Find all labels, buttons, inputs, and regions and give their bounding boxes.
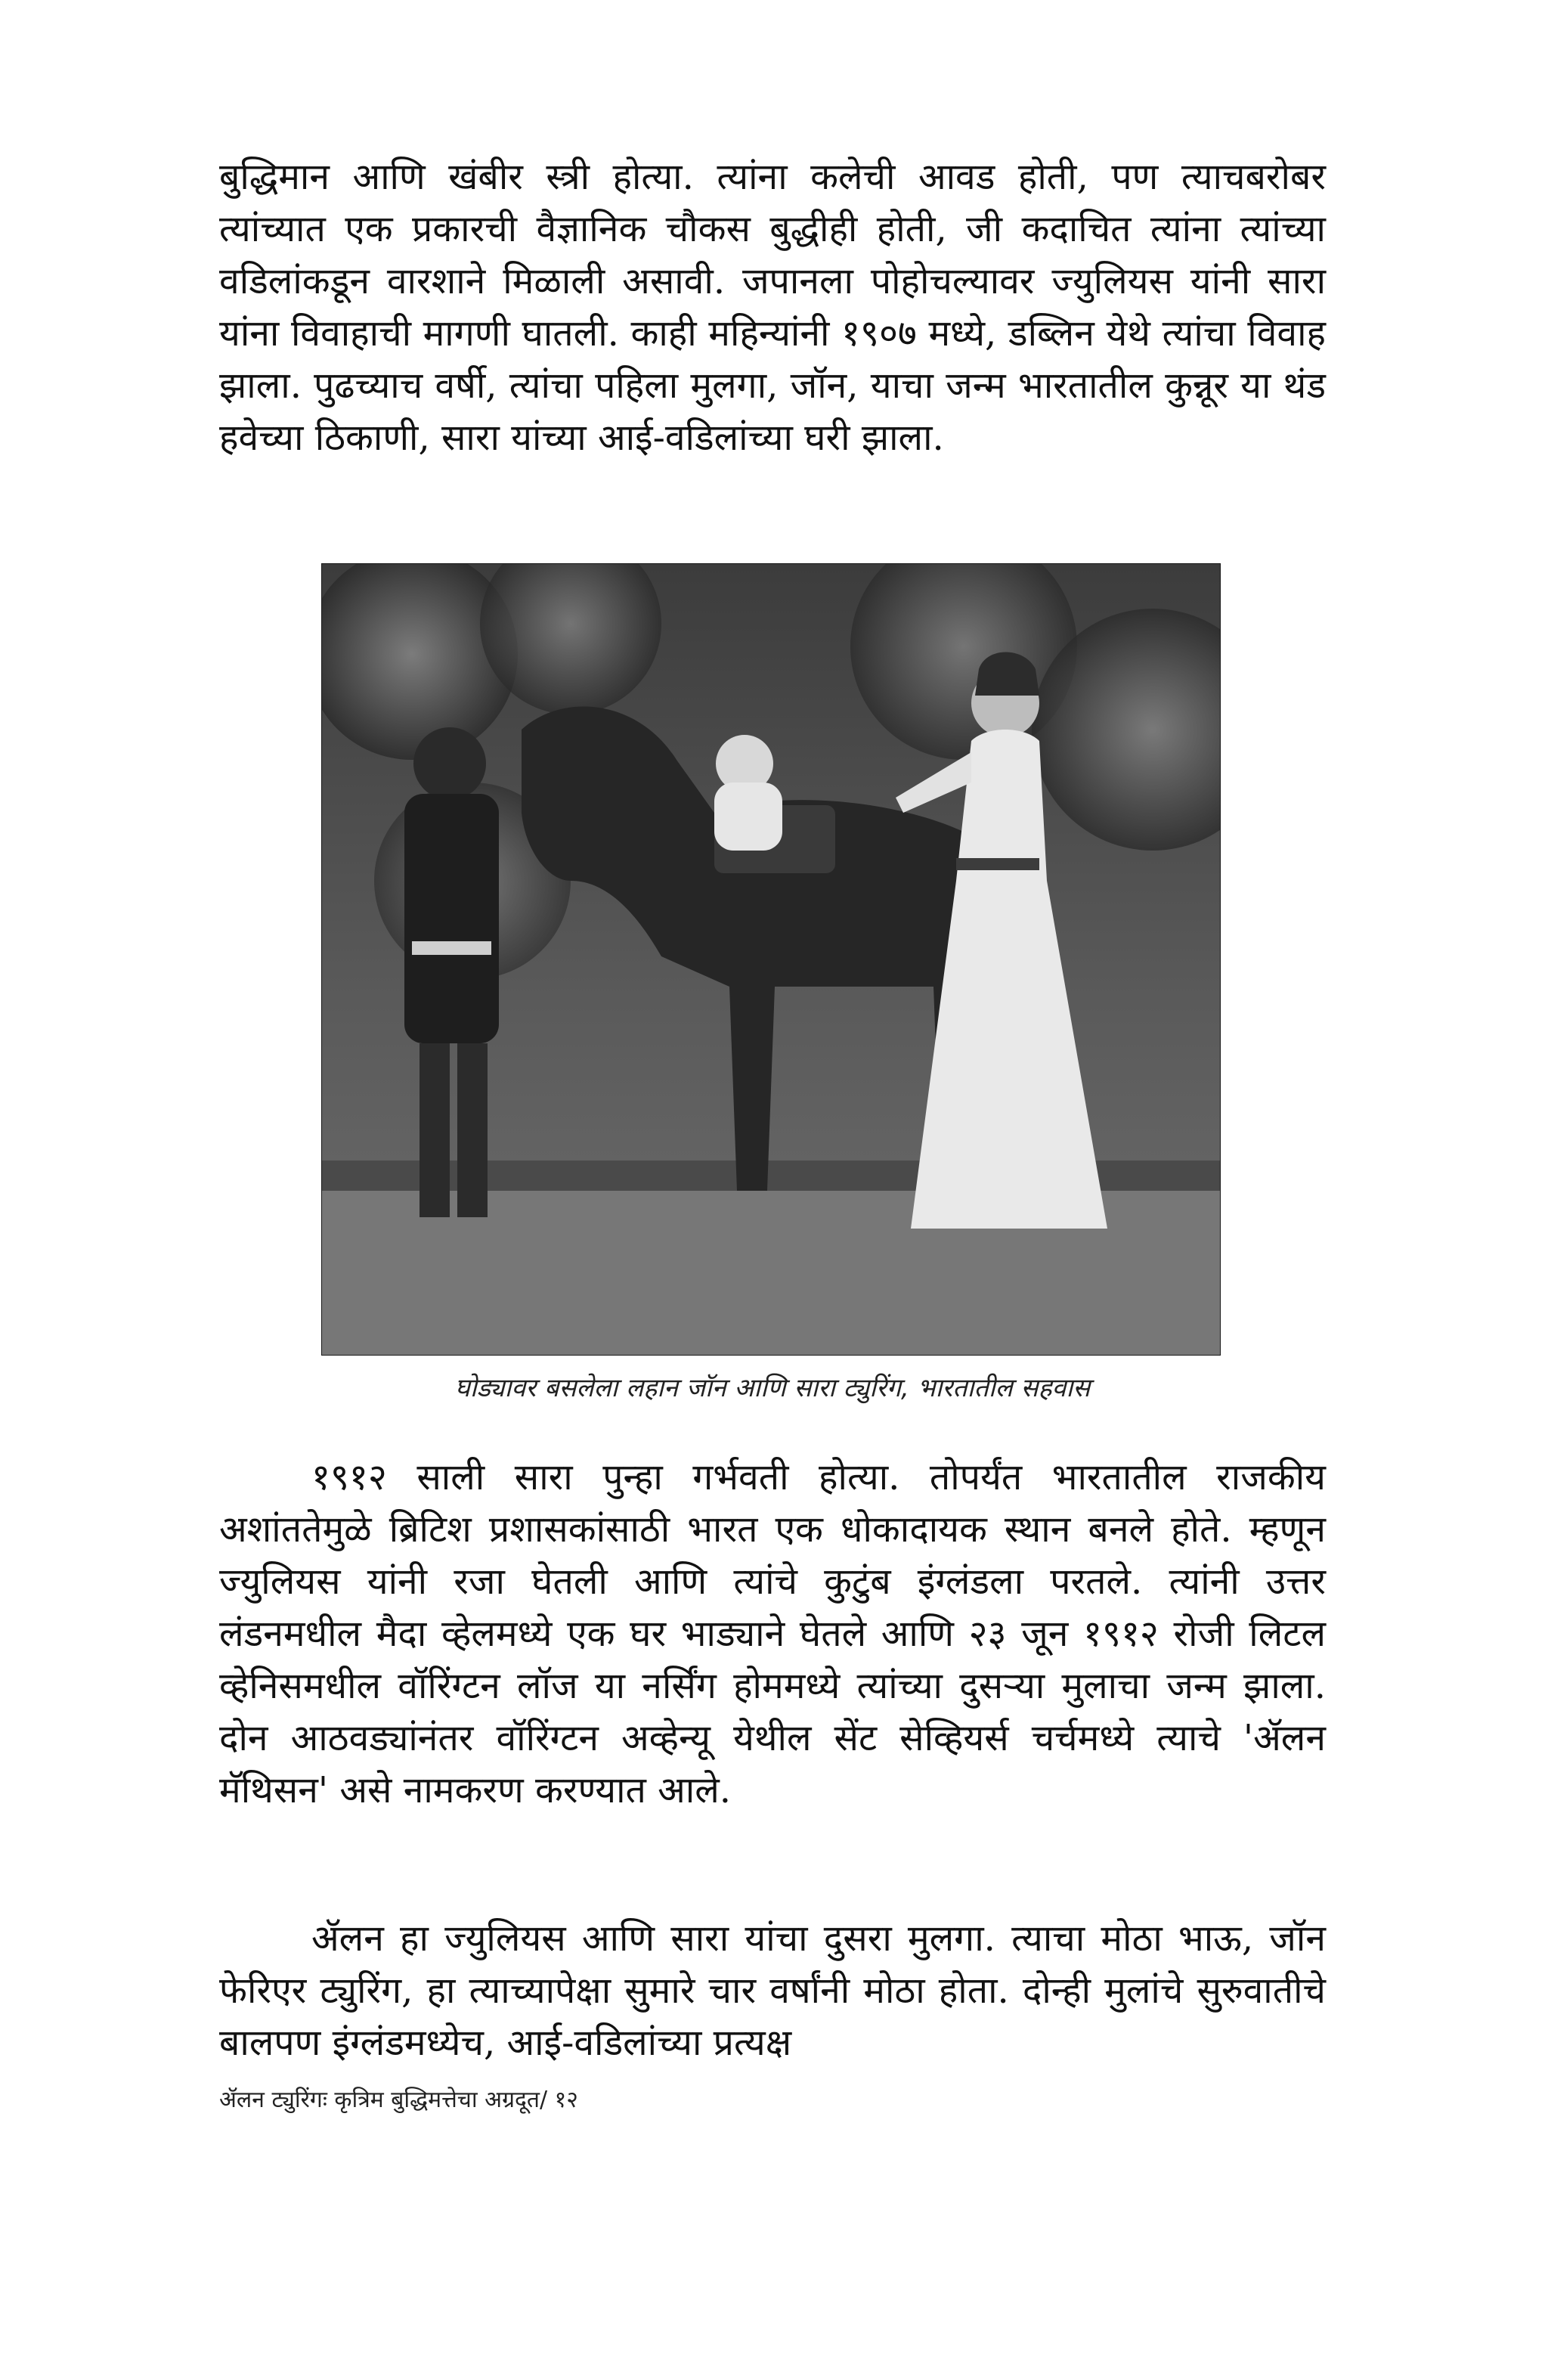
- running-footer: ॲलन ट्युरिंगः कृत्रिम बुद्धिमत्तेचा अग्रदूत/ १२: [219, 2087, 578, 2113]
- paragraph-2: १९१२ साली सारा पुन्हा गर्भवती होत्या. तोपर्यंत भारतातील राजकीय अशांततेमुळे ब्रिटिश प्रशासकांसाठी भारत एक धोकादायक स्थान बनले होते. म्हणून ज्युलियस यांनी रजा घेतली आणि त्यांचे कुटुंब इंग्लंडला परतले. त्यांनी उत्तर लंडनमधील मैदा व्हेलमध्ये एक घर भाड्याने घेतले आणि २३ जून १९१२ रोजी लिटल व्हेनिसमधील वॉरिंग्टन लॉज या नर्सिंग होममध्ये त्यांच्या दुसऱ्या मुलाचा जन्म झाला. दोन आठवड्यांनंतर वॉरिंग्टन अव्हेन्यू येथील सेंट सेव्हियर्स चर्चमध्ये त्याचे 'ॲलन मॅथिसन' असे नामकरण करण्यात आले.: [219, 1456, 1326, 1811]
- paragraph-3: ॲलन हा ज्युलियस आणि सारा यांचा दुसरा मुलगा. त्याचा मोठा भाऊ, जॉन फेरिएर ट्युरिंग, हा त्याच्यापेक्षा सुमारे चार वर्षांनी मोठा होता. दोन्ही मुलांचे सुरुवातीचे बालपण इंग्लंडमध्येच, आई-वडिलांच्या प्रत्यक्ष: [219, 1917, 1326, 2064]
- historical-photo: [321, 563, 1221, 1356]
- photo-figure: [321, 563, 1221, 1356]
- paragraph-1: बुद्धिमान आणि खंबीर स्त्री होत्या. त्यांना कलेची आवड होती, पण त्याचबरोबर त्यांच्यात एक प्रकारची वैज्ञानिक चौकस बुद्धीही होती, जी कदाचित त्यांना त्यांच्या वडिलांकडून वारशाने मिळाली असावी. जपानला पोहोचल्यावर ज्युलियस यांनी सारा यांना विवाहाची मागणी घातली. काही महिन्यांनी १९०७ मध्ये, डब्लिन येथे त्यांचा विवाह झाला. पुढच्याच वर्षी, त्यांचा पहिला मुलगा, जॉन, याचा जन्म भारतातील कुन्नूर या थंड हवेच्या ठिकाणी, सारा यांच्या आई-वडिलांच्या घरी झाला.: [219, 156, 1326, 459]
- figure-caption: घोड्यावर बसलेला लहान जॉन आणि सारा ट्युरिंग, भारतातील सहवास: [454, 1373, 1091, 1403]
